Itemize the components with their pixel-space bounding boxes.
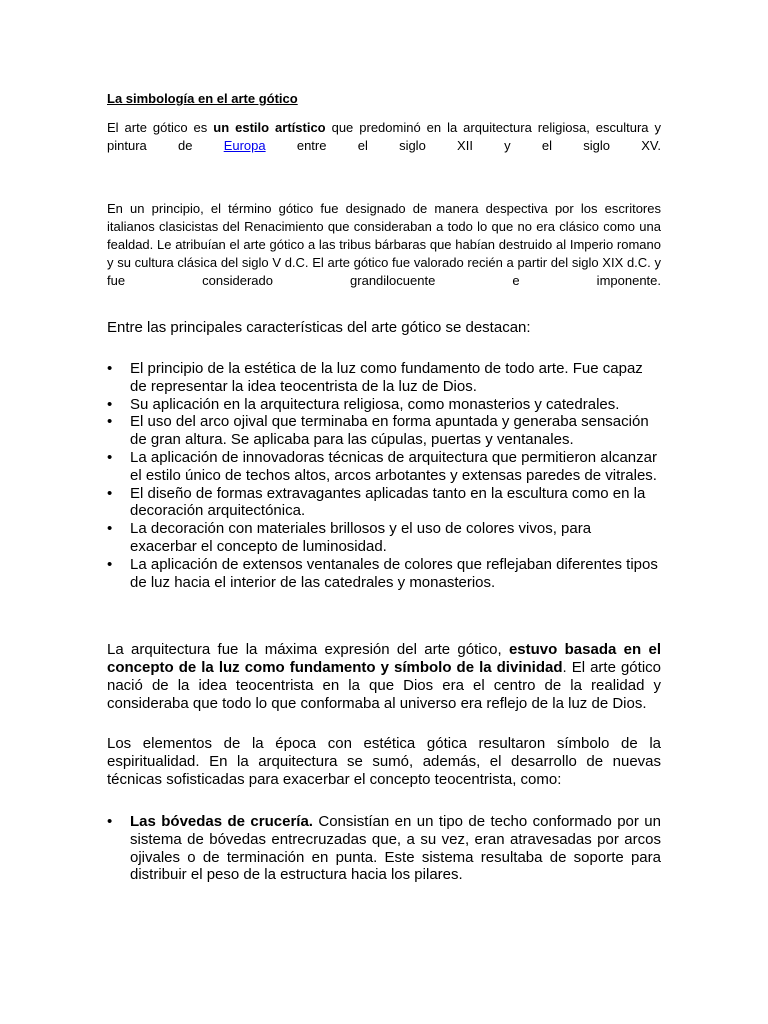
list-item-text: Su aplicación en la arquitectura religiosa, como monasterios y catedrales. — [130, 395, 620, 413]
bullet-icon: • — [107, 520, 113, 538]
list-item — [107, 813, 661, 884]
architecture-bold: estuvo basada en el concepto de la luz como fundamento y símbolo de la divinidad — [107, 641, 661, 676]
document-title: La simbología en el arte gótico — [107, 91, 298, 106]
intro-bold: un estilo artístico — [213, 120, 326, 135]
bullet-icon: • — [107, 484, 113, 502]
list-item — [107, 396, 661, 414]
list-item-text: El diseño de formas extravagantes aplicadas tanto en la escultura como en la decoración arquitectónica. — [130, 484, 646, 520]
list-item — [107, 413, 661, 449]
bullet-icon: • — [107, 360, 113, 377]
list-item — [107, 449, 661, 485]
elements-paragraph: Los elementos de la época con estética gótica resultaron símbolo de la espiritualidad. En la arquitectura se sumó, además, el desarrollo de nuevas técnicas sofisticadas para exacerbar el concepto teocentrista, como: — [107, 735, 661, 788]
list-item-text: La decoración con materiales brillosos y el uso de colores vivos, para exacerbar el concepto de luminosidad. — [130, 520, 592, 555]
bullet-icon: • — [107, 395, 113, 413]
techniques-list — [107, 813, 661, 884]
europa-link[interactable]: Europa — [223, 138, 266, 153]
bullet-icon: • — [107, 448, 113, 466]
bullet-icon: • — [107, 555, 113, 573]
list-item — [107, 485, 661, 521]
architecture-text-after: . El arte gótico nació de la idea teocentrista en la que Dios era el centro de la realidad y consideraba que todo lo que conformaba al universo era reflejo de la luz de Dios. — [107, 659, 661, 712]
technique-text: Consistían en un tipo de techo conformado por un sistema de bóvedas entrecruzadas que, a su vez, eran atravesadas por arcos ojivales o de terminación en punta. Este sistema resultaba de soporte para distribuir el peso de la estructura hacia los pilares. — [130, 813, 661, 884]
intro-paragraph — [107, 119, 661, 155]
intro-text-end: entre el siglo XII y el siglo XV. — [265, 138, 661, 153]
characteristics-lead: Entre las principales características del arte gótico se destacan: — [107, 319, 531, 336]
technique-title: Las bóvedas de crucería. — [130, 813, 313, 830]
list-item-text: La aplicación de extensos ventanales de colores que reflejaban diferentes tipos de luz hacia el interior de las catedrales y monasterios. — [130, 555, 658, 591]
list-item — [107, 360, 661, 396]
list-item — [107, 520, 661, 556]
intro-text-after: que predominó en la arquitectura religiosa, escultura y pintura de — [107, 120, 662, 153]
list-item — [107, 556, 661, 592]
bullet-icon: • — [107, 413, 113, 431]
bullet-icon: • — [107, 813, 113, 830]
characteristics-list — [107, 360, 661, 591]
history-paragraph: En un principio, el término gótico fue designado de manera despectiva por los escritores italianos clasicistas del Renacimiento que consideraban a todo lo que no era clásico como una fealdad. Le atribuían el arte gótico a las tribus bárbaras que habían destruido al Imperio romano y su cultura clásica del siglo V d.C. El arte gótico fue valorado recién a partir del siglo XIX d.C. y fue considerado grandilocuente e imponente. — [107, 201, 661, 288]
intro-text-before: El arte gótico es — [107, 120, 214, 135]
list-item-text: El principio de la estética de la luz como fundamento de todo arte. Fue capaz de representar la idea teocentrista de la luz de Dios. — [130, 360, 643, 395]
list-item-text: El uso del arco ojival que terminaba en forma apuntada y generaba sensación de gran altura. Se aplicaba para las cúpulas, puertas y ventanales. — [130, 413, 649, 449]
architecture-paragraph — [107, 641, 661, 713]
architecture-text-before: La arquitectura fue la máxima expresión del arte gótico, — [107, 641, 509, 658]
list-item-text: La aplicación de innovadoras técnicas de arquitectura que permitieron alcanzar el estilo único de techos altos, arcos arbotantes y extensas paredes de vitrales. — [130, 448, 657, 484]
